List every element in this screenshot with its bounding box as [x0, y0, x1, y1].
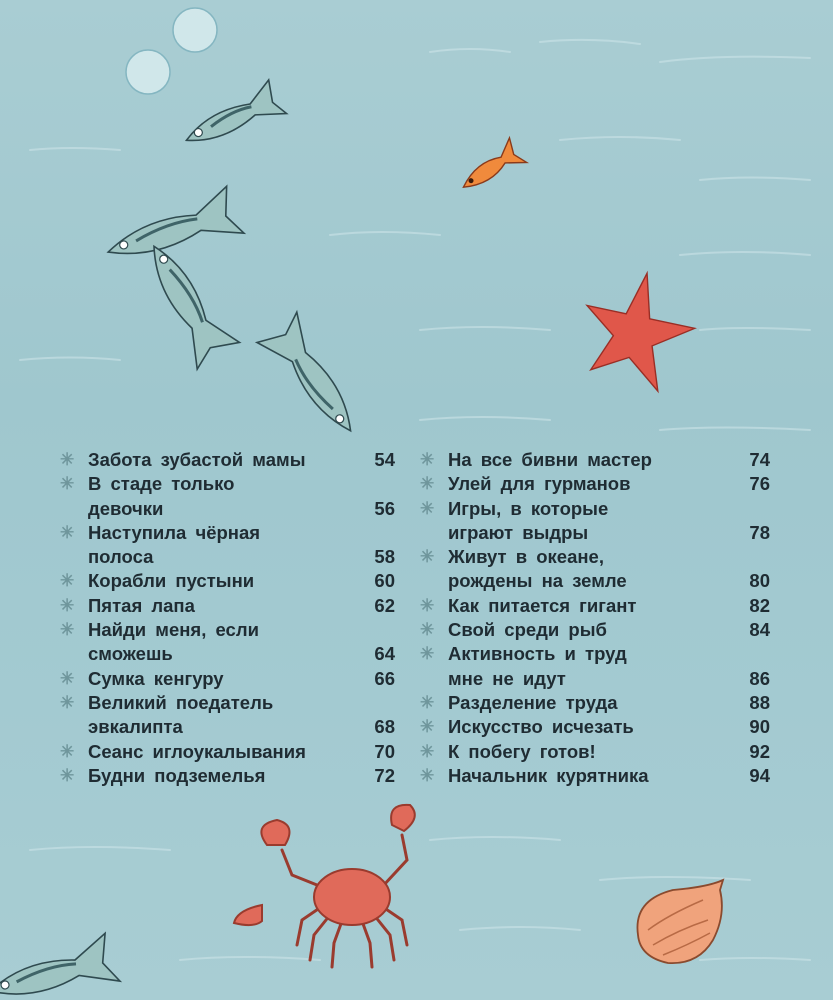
fish-icon	[178, 79, 287, 157]
toc-entry-title: полоса	[88, 546, 154, 568]
snowflake-bullet-icon: ✳	[60, 571, 75, 591]
toc-page-number: 80	[749, 570, 770, 592]
toc-entry-title: Как питается гигант	[448, 594, 637, 616]
toc-page-number: 58	[374, 546, 395, 568]
toc-entry-title: В стаде только	[88, 473, 235, 495]
snowflake-bullet-icon: ✳	[60, 450, 75, 469]
toc-right-column	[420, 448, 770, 788]
snowflake-bullet-icon: ✳	[60, 620, 75, 640]
toc-entry[interactable]	[420, 545, 770, 594]
toc-entry-title: Свой среди рыб	[448, 619, 607, 641]
snowflake-bullet-icon: ✳	[420, 498, 435, 518]
toc-page-number: 78	[749, 521, 770, 543]
toc-page-number: 92	[749, 740, 770, 762]
toc-page-number: 82	[749, 594, 770, 616]
snowflake-bullet-icon: ✳	[60, 522, 75, 542]
toc-page-number: 68	[374, 716, 395, 738]
toc-entry-title: На все бивни мастер	[448, 449, 652, 470]
toc-page-number: 66	[374, 667, 395, 689]
snowflake-bullet-icon: ✳	[420, 474, 435, 494]
snowflake-bullet-icon: ✳	[420, 692, 435, 712]
toc-page-number: 54	[374, 449, 395, 470]
toc-entry[interactable]	[420, 618, 770, 642]
toc-entry-title: Начальник курятника	[448, 764, 649, 786]
toc-page-number: 94	[749, 764, 770, 786]
snowflake-bullet-icon: ✳	[60, 741, 75, 761]
fish-icon	[0, 933, 120, 1000]
toc-entry[interactable]	[60, 667, 395, 691]
toc-entry[interactable]	[420, 497, 770, 546]
toc-entry[interactable]	[60, 618, 395, 667]
snowflake-bullet-icon: ✳	[60, 474, 75, 494]
goldfish-icon	[455, 138, 526, 200]
fish-icon	[256, 312, 370, 446]
fish-icon	[133, 233, 240, 369]
toc-page-number: 60	[374, 570, 395, 592]
toc-entry-title: Найди меня, если	[88, 619, 259, 641]
seashell-icon	[637, 880, 723, 963]
snowflake-bullet-icon: ✳	[420, 741, 435, 761]
toc-entry-title: Великий поедатель	[88, 691, 274, 713]
toc-entry-title: Наступила чёрная	[88, 521, 261, 543]
toc-page-number: 64	[374, 643, 395, 665]
toc-entry-title: Разделение труда	[448, 691, 618, 713]
toc-entry[interactable]	[420, 642, 770, 691]
starfish-icon	[573, 262, 704, 395]
snowflake-bullet-icon: ✳	[420, 644, 435, 664]
toc-entry-title: К побегу готов!	[448, 740, 596, 762]
toc-entry-title: Живут в океане,	[448, 546, 604, 568]
toc-entry-title: играют выдры	[448, 521, 589, 543]
toc-entry[interactable]	[60, 569, 395, 593]
toc-entry[interactable]	[60, 764, 395, 788]
toc-page-number: 90	[749, 716, 770, 738]
toc-entry-title: Забота зубастой мамы	[88, 449, 306, 470]
toc-entry-title: Игры, в которые	[448, 497, 609, 519]
snowflake-bullet-icon: ✳	[420, 620, 435, 640]
snowflake-bullet-icon: ✳	[420, 717, 435, 737]
toc-entry[interactable]	[420, 448, 770, 472]
toc-entry-title: Пятая лапа	[88, 594, 195, 616]
toc-page-number: 56	[374, 497, 395, 519]
snowflake-bullet-icon: ✳	[420, 450, 435, 469]
snowflake-bullet-icon: ✳	[60, 765, 75, 785]
toc-entry-title: рождены на земле	[448, 570, 627, 592]
snowflake-bullet-icon: ✳	[420, 595, 435, 615]
toc-entry-title: Сумка кенгуру	[88, 667, 224, 689]
toc-entry[interactable]	[420, 764, 770, 788]
toc-page-number: 76	[749, 473, 770, 495]
toc-page-number: 86	[749, 667, 770, 689]
toc-entry-title: Корабли пустыни	[88, 570, 255, 592]
toc-entry-title: девочки	[88, 497, 164, 519]
crab-icon	[234, 805, 415, 967]
toc-entry[interactable]	[420, 740, 770, 764]
snowflake-bullet-icon: ✳	[60, 692, 75, 712]
toc-entry[interactable]	[60, 594, 395, 618]
snowflake-bullet-icon: ✳	[420, 765, 435, 785]
toc-entry-title: Улей для гурманов	[448, 473, 631, 495]
toc-entry-title: Активность и труд	[448, 643, 627, 665]
toc-page-number: 70	[374, 740, 395, 762]
toc-entry[interactable]	[420, 594, 770, 618]
snowflake-bullet-icon: ✳	[60, 595, 75, 615]
toc-entry[interactable]	[420, 691, 770, 715]
toc-entry-title: Искусство исчезать	[448, 716, 634, 738]
snowflake-bullet-icon: ✳	[420, 547, 435, 567]
toc-left-column	[60, 448, 395, 788]
toc-entry[interactable]	[420, 472, 770, 496]
toc-entry[interactable]	[60, 691, 395, 740]
toc-page-number: 84	[749, 619, 770, 641]
toc-page-number: 74	[749, 449, 770, 470]
toc-entry-title: сможешь	[88, 643, 173, 665]
toc-entry[interactable]	[420, 715, 770, 739]
bubble-icon	[126, 8, 217, 94]
toc-page-number: 72	[374, 764, 395, 786]
toc-entry[interactable]	[60, 740, 395, 764]
toc-entry-title: Сеанс иглоукалывания	[88, 740, 306, 762]
toc-entry[interactable]	[60, 448, 395, 472]
toc-entry-title: мне не идут	[448, 667, 566, 689]
toc-entry[interactable]	[60, 472, 395, 521]
toc-page-number: 62	[374, 594, 395, 616]
snowflake-bullet-icon: ✳	[60, 668, 75, 688]
toc-entry-title: Будни подземелья	[88, 764, 266, 786]
toc-entry[interactable]	[60, 521, 395, 570]
toc-page-number: 88	[749, 691, 770, 713]
toc-entry-title: эвкалипта	[88, 716, 183, 738]
